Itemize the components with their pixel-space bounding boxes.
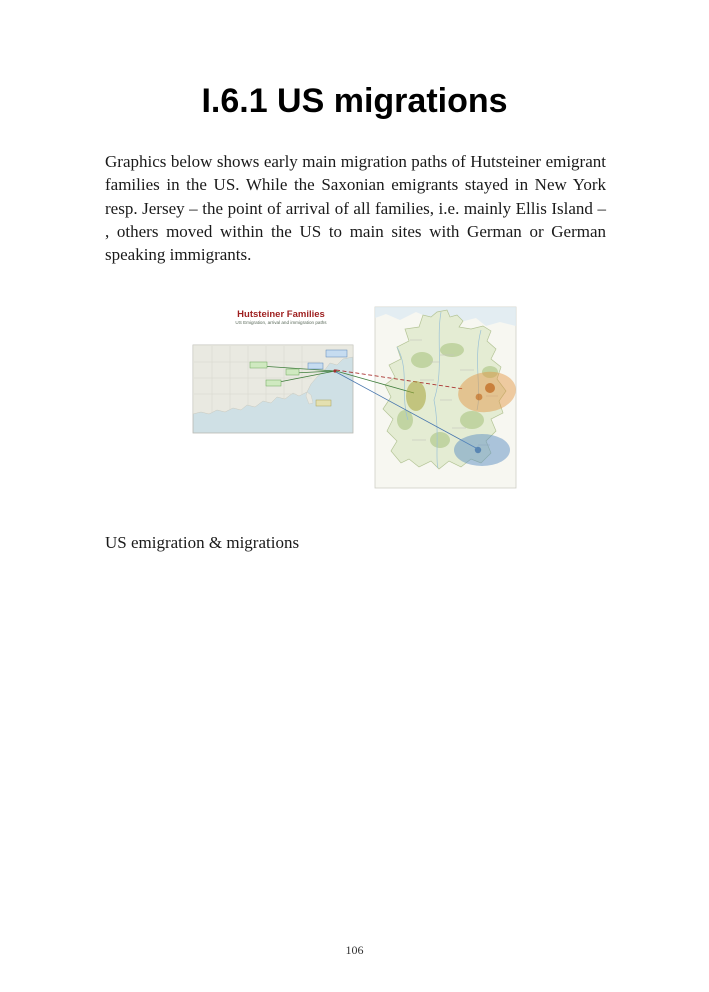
region-dot-blue <box>475 447 481 453</box>
figure-title: Hutsteiner Families <box>237 309 325 320</box>
page-number: 106 <box>345 943 364 957</box>
region-overlay-olive <box>406 381 426 411</box>
figure-caption: US emigration & migrations <box>105 533 300 552</box>
page-title: I.6.1 US migrations <box>201 82 508 120</box>
figure-subtitle: US Emigration, arrival and immigration paths <box>235 320 327 325</box>
region-dot-orange-large <box>485 383 495 393</box>
us-map <box>193 345 353 433</box>
migration-figure <box>190 300 520 492</box>
region-dot-orange-small <box>476 394 483 401</box>
region-overlay-blue <box>454 434 510 466</box>
body-paragraph: Graphics below shows early main migration paths of Hutsteiner emigrant families in the US. While the Saxonian emigrants stayed in New York resp. Jersey – the point of arrival of all families, i.e. mainly Ellis Island – , others moved within the US to main sites with German or German speaking immigrants. <box>105 152 606 265</box>
